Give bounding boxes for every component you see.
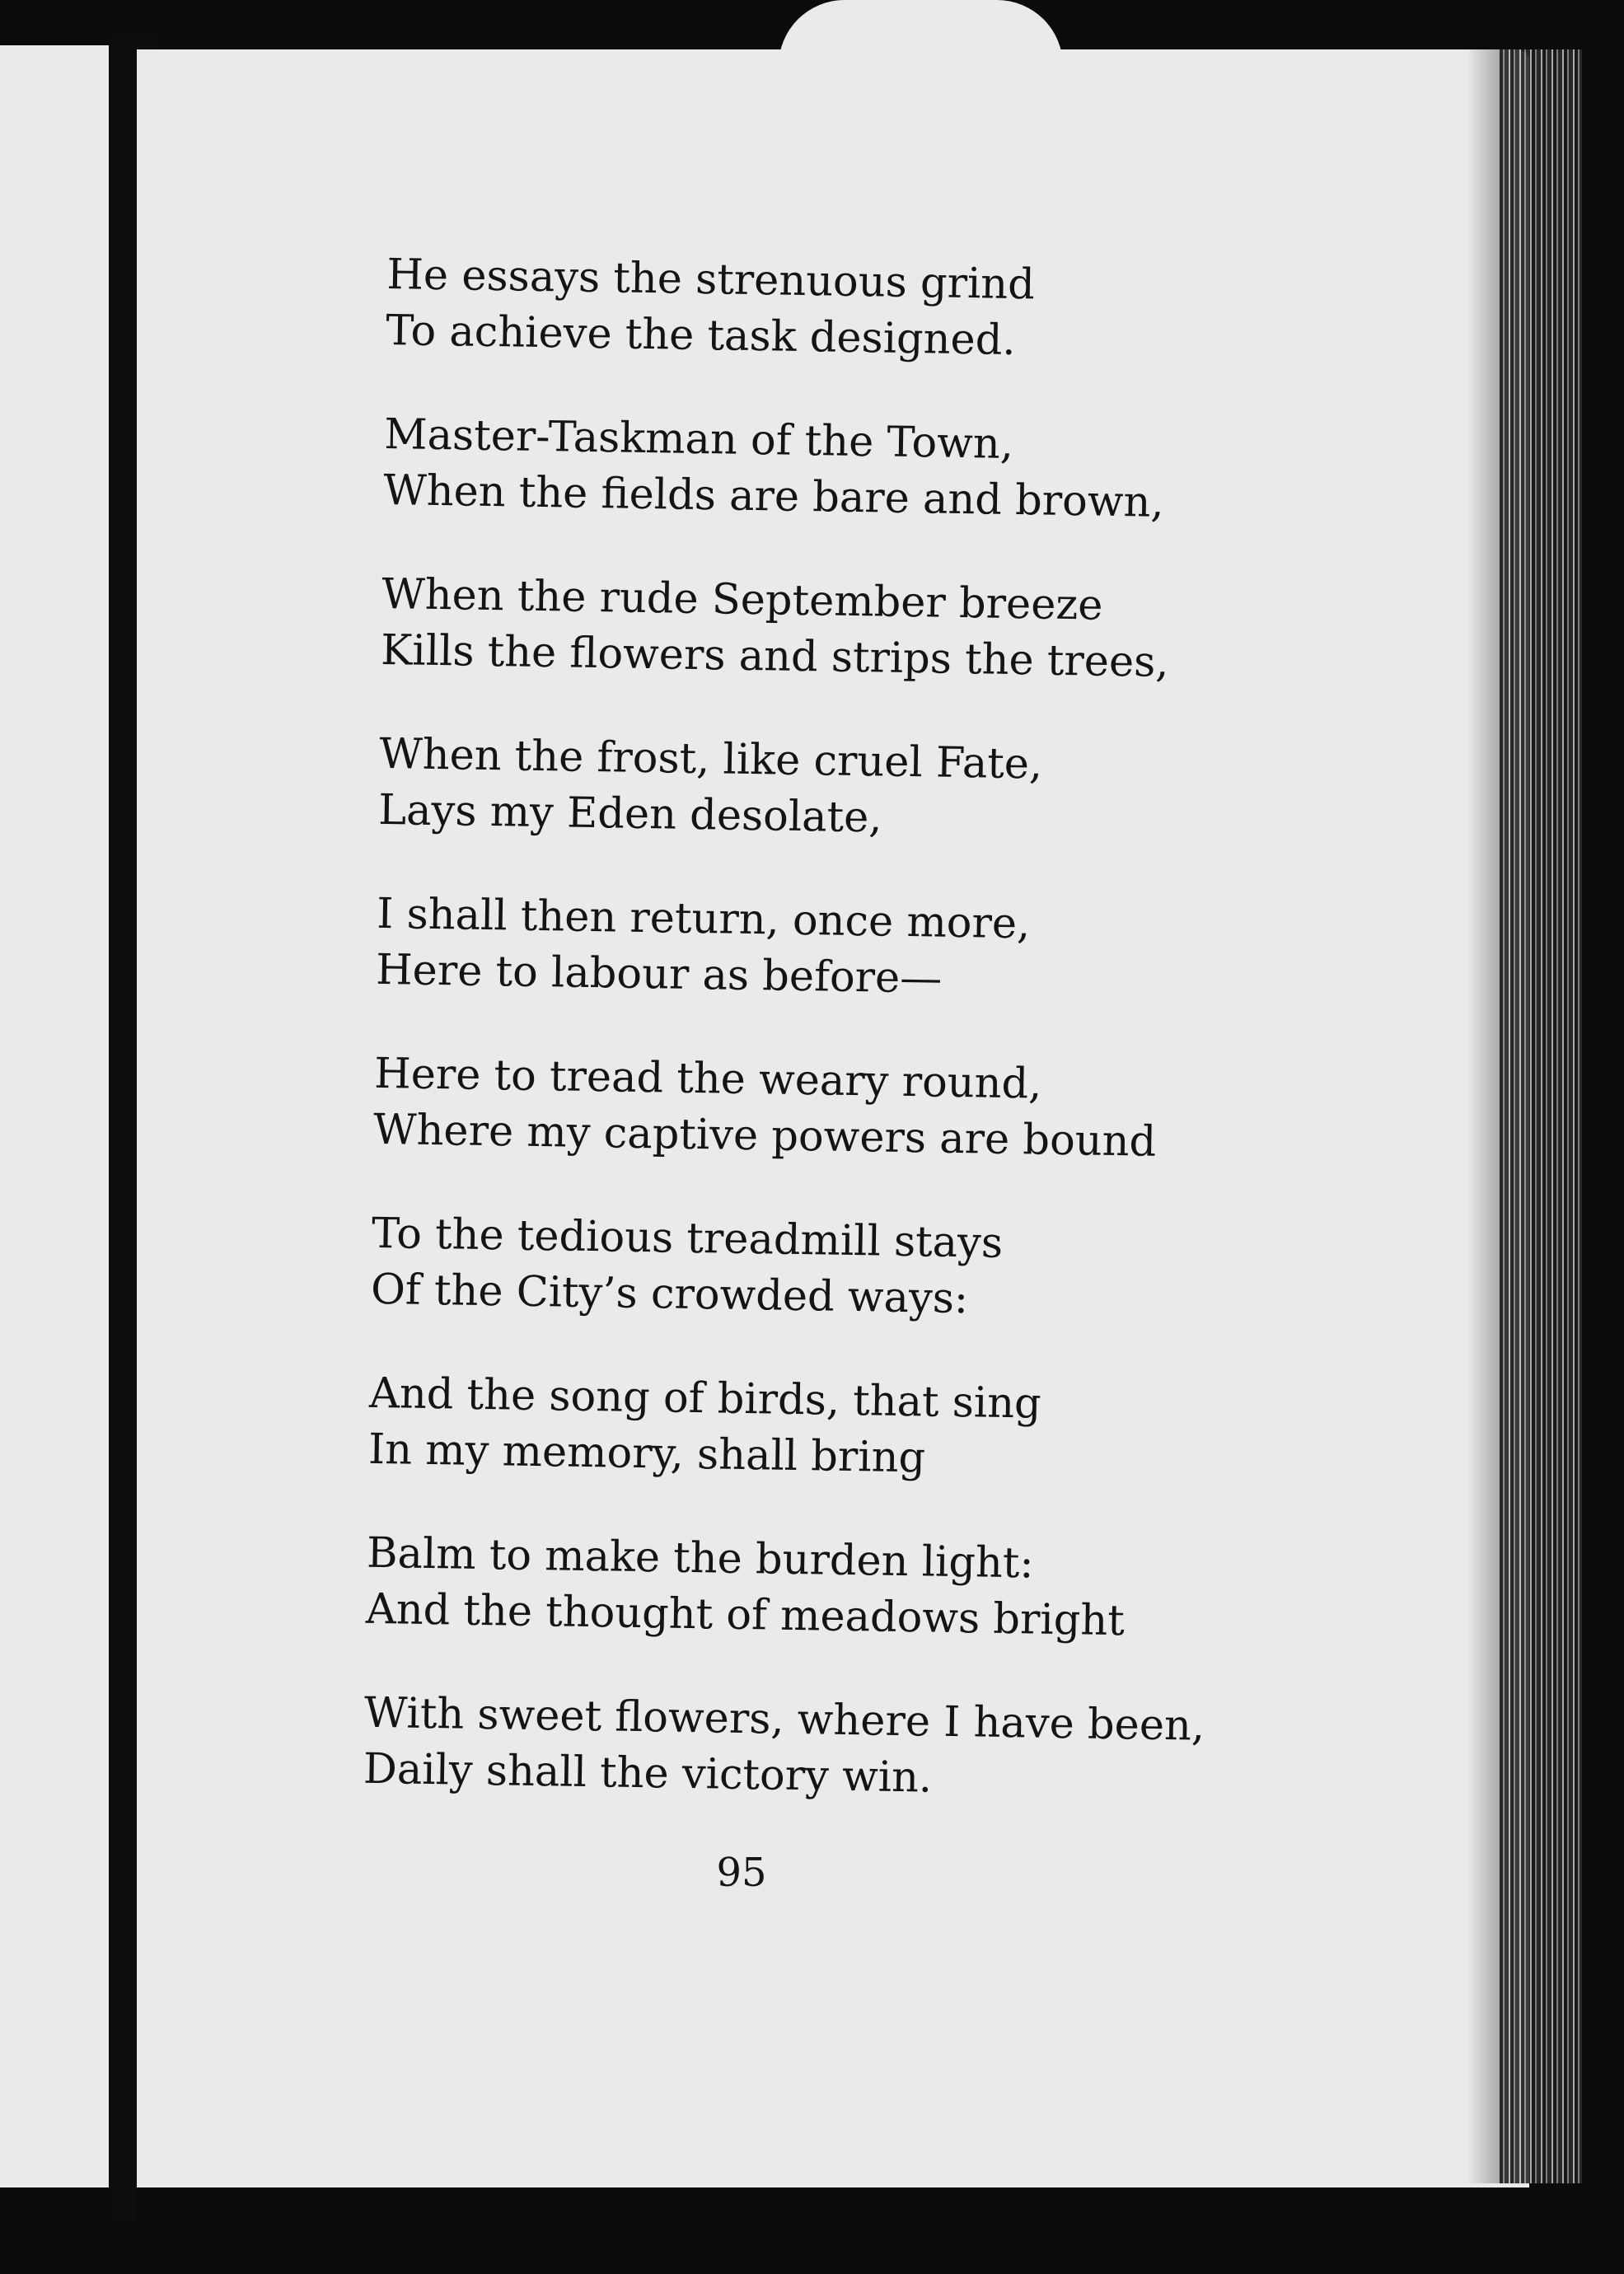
stanza <box>363 1686 1205 1811</box>
poem-line: Here to labour as before— <box>375 945 943 1004</box>
poem-line: Daily shall the victory win. <box>363 1744 933 1803</box>
previous-page-edge <box>0 45 109 2187</box>
poem-line: Of the City’s crowded ways: <box>370 1265 969 1324</box>
poem-line: And the thought of meadows bright <box>365 1584 1126 1646</box>
stanza <box>376 887 1201 1012</box>
bottom-scan-border <box>137 2187 1587 2274</box>
poem-text <box>363 247 1211 1858</box>
stanza <box>386 247 1211 372</box>
stanza <box>368 1366 1194 1491</box>
poem-line: Where my captive powers are bound <box>372 1105 1157 1167</box>
poem-line: And the song of birds, that sing <box>368 1369 1042 1429</box>
poem-line: To achieve the task designed. <box>385 306 1017 365</box>
stanza <box>383 407 1209 532</box>
page-number: 95 <box>716 1850 767 1896</box>
poem-line: Master-Taskman of the Town, <box>383 409 1014 469</box>
stanza <box>378 727 1204 852</box>
poem-line: I shall then return, once more, <box>376 889 1031 949</box>
stanza <box>365 1526 1191 1651</box>
poem-line: With sweet flowers, where I have been, <box>363 1688 1205 1751</box>
poem-line: Lays my Eden desolate, <box>377 785 882 843</box>
stanza <box>373 1046 1199 1172</box>
stanza <box>371 1206 1196 1331</box>
poem-line: When the frost, like cruel Fate, <box>378 729 1043 789</box>
torn-page-tab <box>779 0 1063 66</box>
poem-line: To the tedious treadmill stays <box>371 1209 1004 1268</box>
poem-line: When the rude September breeze <box>381 569 1103 630</box>
poem-line: Balm to make the burden light: <box>366 1528 1034 1589</box>
poem-line: When the fields are bare and brown, <box>382 466 1165 527</box>
poem-line: Here to tread the weary round, <box>373 1049 1042 1109</box>
poem-line: He essays the strenuous grind <box>386 250 1036 310</box>
stanza <box>381 567 1206 692</box>
poem-line: Kills the flowers and strips the trees, <box>380 625 1169 687</box>
book-fore-edge <box>1500 49 1582 2183</box>
poem-line: In my memory, shall bring <box>367 1425 926 1483</box>
